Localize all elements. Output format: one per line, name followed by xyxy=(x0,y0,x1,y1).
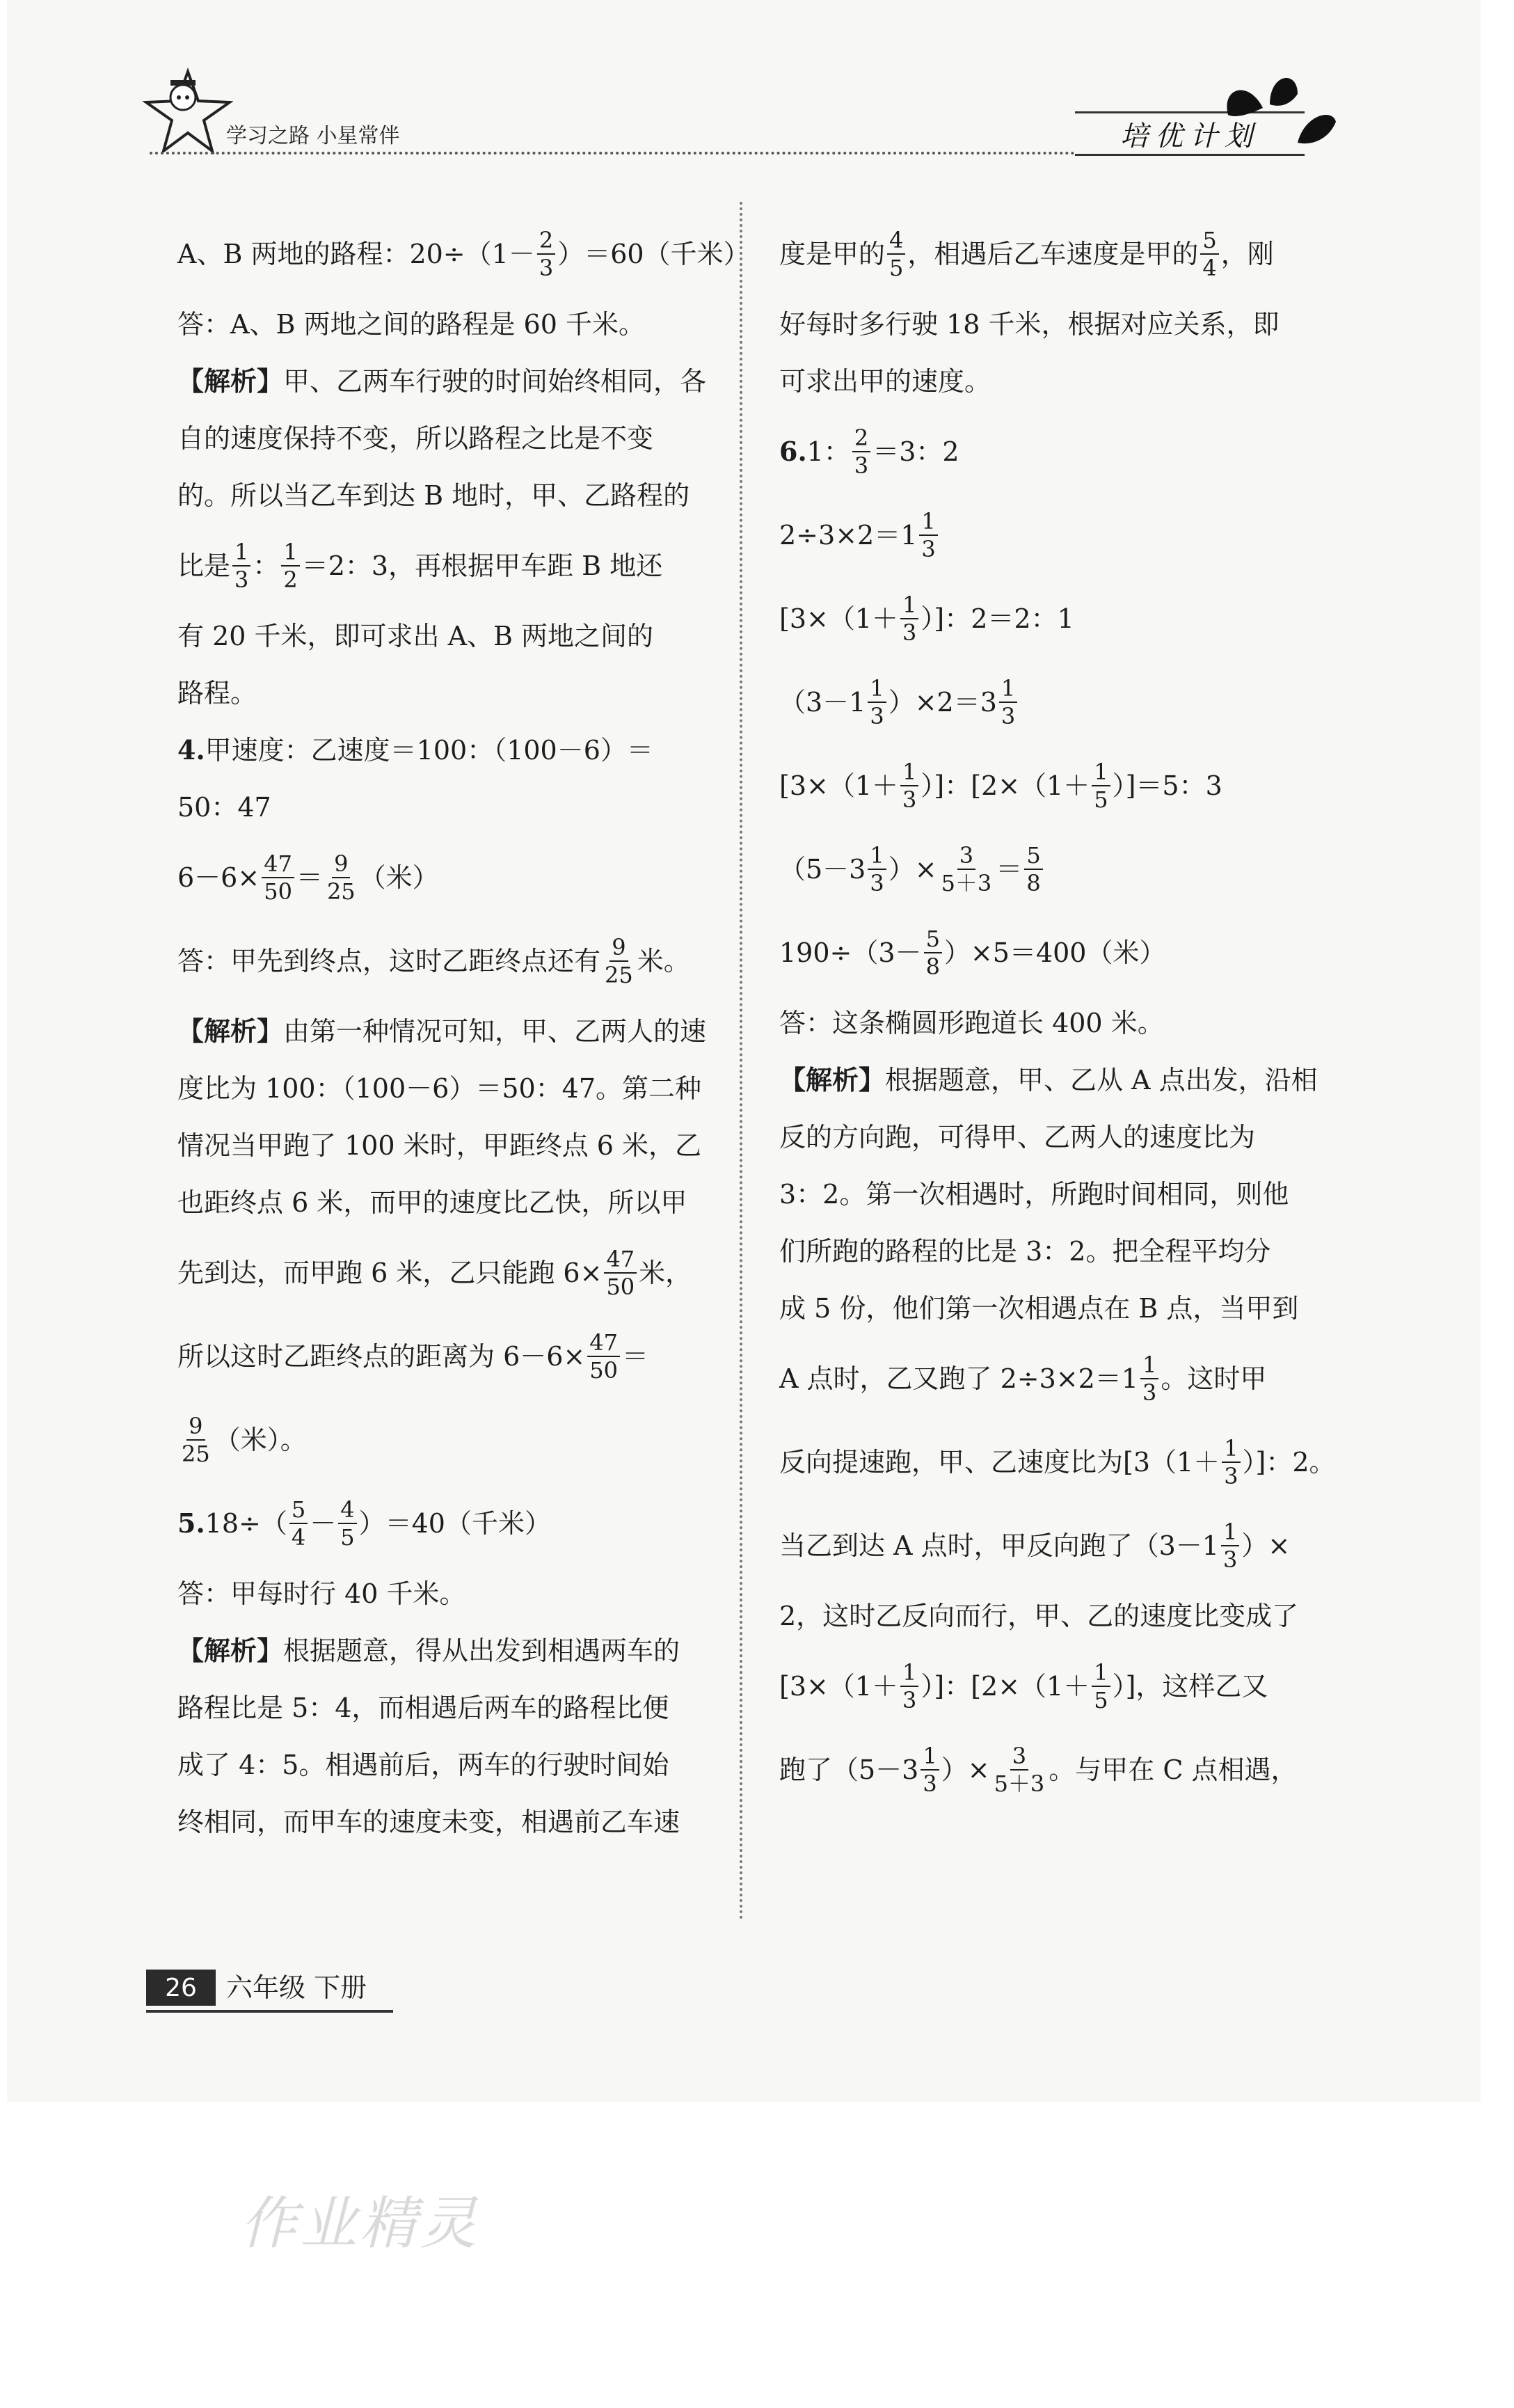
text-line: 好每时多行驶 18 千米，根据对应关系，即 xyxy=(779,309,1280,340)
fraction: $\frac{1}{3}$ xyxy=(919,508,937,562)
analysis-tag: 【解析】 xyxy=(177,366,284,397)
fraction: $\frac{4}{5}$ xyxy=(338,1496,356,1551)
brand-title: 培优计划 xyxy=(1120,120,1259,152)
text-line: 的。所以当乙车到达 B 地时，甲、乙路程的 xyxy=(177,480,690,511)
fraction: $\frac{1}{3}$ xyxy=(232,539,250,593)
header-divider xyxy=(150,152,1075,155)
answer-line: 答：A、B 两地之间的路程是 60 千米。 xyxy=(177,309,645,340)
fraction: $\frac{1}{3}$ xyxy=(900,1659,918,1713)
fraction: $\frac{9}{25}$ xyxy=(605,934,633,988)
text-line: 们所跑的路程的比是 3：2。把全程平均分 xyxy=(779,1236,1271,1267)
text-line: 反的方向跑，可得甲、乙两人的速度比为 xyxy=(779,1122,1256,1152)
text-line: [3×（1＋ $\frac{1}{3}$ ）]：[2×（1＋ $\frac{1}{5}$ ）]，这样乙又 xyxy=(779,1659,1268,1713)
text-line: 成了 4：5。相遇前后，两车的行驶时间始 xyxy=(177,1750,669,1780)
fraction: $\frac{1}{5}$ xyxy=(1092,759,1110,813)
leaves-icon xyxy=(1214,66,1339,157)
fraction: $\frac{2}{3}$ xyxy=(852,425,870,479)
fraction: $\frac{5}{8}$ xyxy=(1024,842,1042,896)
text-line: 2，这时乙反向而行，甲、乙的速度比变成了 xyxy=(779,1601,1299,1631)
text-line: 反向提速跑，甲、乙速度比为[3（1＋ $\frac{1}{3}$ ）]：2。 xyxy=(779,1435,1336,1489)
grade-label: 六年级 下册 xyxy=(226,1972,367,2003)
text-line: 度比为 100：（100－6）＝50：47。第二种 xyxy=(177,1073,702,1104)
text-line: 路程。 xyxy=(177,678,257,708)
fraction: $\frac{1}{3}$ xyxy=(868,675,886,729)
question-5-line: 5. 18÷（ $\frac{5}{4}$ － $\frac{4}{5}$ ）＝40（千米） xyxy=(177,1496,551,1551)
footer-underline xyxy=(146,2010,393,2013)
fraction: $\frac{5}{4}$ xyxy=(289,1496,308,1551)
question-6-line: 6. 1： $\frac{2}{3}$ ＝3：2 xyxy=(779,425,959,479)
text-line: 也距终点 6 米，而甲的速度比乙快，所以甲 xyxy=(177,1187,687,1218)
column-divider xyxy=(740,202,742,1921)
fraction: $\frac{1}{3}$ xyxy=(1140,1352,1158,1406)
fraction: $\frac{1}{3}$ xyxy=(921,1743,939,1797)
fraction: $\frac{5}{8}$ xyxy=(924,926,942,980)
fraction: $\frac{1}{3}$ xyxy=(868,842,886,896)
text-line: 有 20 千米，即可求出 A、B 两地之间的 xyxy=(177,621,654,651)
text-line: A 点时，乙又跑了 2÷3×2＝1 $\frac{1}{3}$ 。这时甲 xyxy=(779,1352,1267,1406)
fraction: $\frac{9}{25}$ xyxy=(326,850,356,905)
text-line: 成 5 份，他们第一次相遇点在 B 点，当甲到 xyxy=(779,1293,1299,1324)
fraction: $\frac{3}{5+3}$ xyxy=(994,1743,1045,1797)
fraction: $\frac{1}{2}$ xyxy=(281,539,299,593)
analysis-line: 【解析】 由第一种情况可知，甲、乙两人的速 xyxy=(177,1003,727,1060)
fraction: $\frac{9}{25}$ xyxy=(182,1413,210,1467)
text-line: 度是甲的 $\frac{4}{5}$ ，相遇后乙车速度是甲的 $\frac{5}{4}$ ，刚 xyxy=(779,227,1274,281)
text-line: （3－1 $\frac{1}{3}$ ）×2＝3 $\frac{1}{3}$ xyxy=(779,660,1336,744)
answer-line: 答：这条椭圆形跑道长 400 米。 xyxy=(779,1008,1164,1038)
text-line: 可求出甲的速度。 xyxy=(779,366,991,397)
fraction: $\frac{1}{3}$ xyxy=(900,759,918,813)
text-line: 先到达，而甲跑 6 米，乙只能跑 6× $\frac{47}{50}$ 米， xyxy=(177,1246,692,1300)
analysis-tag: 【解析】 xyxy=(177,1016,284,1047)
right-column xyxy=(779,212,1336,1812)
text-line: 3：2。第一次相遇时，所跑时间相同，则他 xyxy=(779,1179,1289,1210)
fraction: $\frac{1}{3}$ xyxy=(1221,1519,1239,1573)
analysis-line: 【解析】 甲、乙两车行驶的时间始终相同，各 xyxy=(177,353,727,410)
fraction: $\frac{2}{3}$ xyxy=(537,227,555,281)
fraction: $\frac{47}{50}$ xyxy=(587,1329,620,1384)
question-number: 6. xyxy=(779,436,807,467)
answer-line: 答：甲每时行 40 千米。 xyxy=(177,1578,466,1609)
fraction: $\frac{1}{3}$ xyxy=(999,675,1017,729)
text-line: 50：47 xyxy=(177,792,271,823)
fraction: $\frac{1}{3}$ xyxy=(900,592,918,646)
text-line: 6－6× $\frac{47}{50}$ ＝ $\frac{9}{25}$ （米） xyxy=(177,850,439,905)
text-line: 2÷3×2＝1 $\frac{1}{3}$ xyxy=(779,493,1336,577)
text-line: 终相同，而甲车的速度未变，相遇前乙车速 xyxy=(177,1807,680,1837)
fraction: $\frac{1}{5}$ xyxy=(1092,1659,1110,1713)
text-line: 跑了（5－3 $\frac{1}{3}$ ）× $\frac{3}{5+3}$ 。与甲在 C 点相遇， xyxy=(779,1743,1298,1797)
fraction: $\frac{3}{5+3}$ xyxy=(941,842,992,896)
fraction: $\frac{4}{5}$ xyxy=(887,227,905,281)
text-line: 比是 $\frac{1}{3}$ ： $\frac{1}{2}$ ＝2：3，再根据甲车距 B 地还 xyxy=(177,539,663,593)
text-line: （5－3 $\frac{1}{3}$ ）× $\frac{3}{5+3}$ ＝ $\frac{5}{8}$ xyxy=(779,827,1336,911)
page-number: 26 xyxy=(146,1970,216,2006)
text-line: [3×（1＋ $\frac{1}{3}$ ）]：2＝2：1 xyxy=(779,592,1074,646)
answer-line: 答：甲先到终点，这时乙距终点还有 $\frac{9}{25}$ 米。 xyxy=(177,934,690,988)
fraction: $\frac{5}{4}$ xyxy=(1200,227,1218,281)
text-line: A、B 两地的路程：20÷（1－ $\frac{2}{3}$ ）＝60（千米） xyxy=(177,227,750,281)
fraction: $\frac{47}{50}$ xyxy=(604,1246,637,1300)
analysis-tag: 【解析】 xyxy=(177,1635,284,1666)
analysis-line: 【解析】 根据题意，得从出发到相遇两车的 xyxy=(177,1622,727,1679)
text-line: 190÷（3－ $\frac{5}{8}$ ）×5＝400（米） xyxy=(779,926,1166,980)
left-column xyxy=(177,212,750,1851)
fraction: $\frac{1}{3}$ xyxy=(1222,1435,1240,1489)
question-number: 5. xyxy=(177,1507,205,1539)
header-slogan: 学习之路 小星常伴 xyxy=(226,124,400,148)
text-line: $\frac{9}{25}$ （米）。 xyxy=(177,1398,727,1482)
text-line: 所以这时乙距终点的距离为 6－6× $\frac{47}{50}$ ＝ xyxy=(177,1329,649,1384)
text-line: [3×（1＋ $\frac{1}{3}$ ）]：[2×（1＋ $\frac{1}{5}$ ）]＝5：3 xyxy=(779,759,1222,813)
watermark: 作业精灵 xyxy=(240,2191,479,2257)
text-line: 情况当甲跑了 100 米时，甲距终点 6 米，乙 xyxy=(177,1130,702,1161)
star-mascot-icon xyxy=(143,66,233,157)
analysis-tag: 【解析】 xyxy=(779,1065,886,1095)
question-number: 4. xyxy=(177,734,205,766)
fraction: $\frac{47}{50}$ xyxy=(262,850,294,905)
analysis-line: 【解析】 根据题意，甲、乙从 A 点出发，沿相 xyxy=(779,1052,1336,1109)
text-line: 当乙到达 A 点时，甲反向跑了（3－1 $\frac{1}{3}$ ）× xyxy=(779,1519,1291,1573)
text-line: 路程比是 5：4，而相遇后两车的路程比便 xyxy=(177,1693,669,1723)
text-line: 自的速度保持不变，所以路程之比是不变 xyxy=(177,423,654,454)
question-4-line: 4. 甲速度：乙速度＝100：（100－6）＝ xyxy=(177,722,727,779)
